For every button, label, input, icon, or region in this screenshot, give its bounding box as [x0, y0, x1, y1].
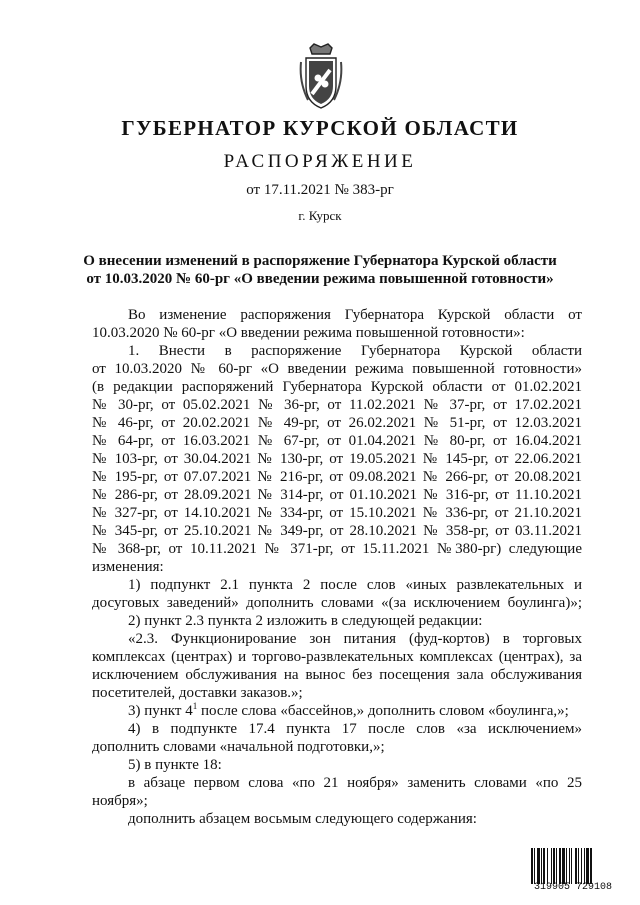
body-line: изменения: [92, 559, 164, 575]
barcode-number: 319905 729108 [533, 882, 612, 893]
item3-before: 3) пункт 4 [128, 703, 193, 719]
body-line: 2) пункт 2.3 пункта 2 изложить в следующей редакции: [128, 613, 483, 629]
body-line: № 368-рг, от 10.11.2021 № 371-рг, от 15.11.2021 №380-рг) следующие [92, 541, 582, 557]
body-line: от 10.03.2020 № 60-рг «О введении режима повышенной готовности» [92, 361, 582, 377]
body-line: № 64-рг, от 16.03.2021 № 67-рг, от 01.04.2021 № 80-рг, от 16.04.2021 [92, 433, 582, 449]
subject-line: от 10.03.2020 № 60-рг «О введении режима повышенной готовности» [86, 271, 554, 287]
body-line: 1) подпункт 2.1 пункта 2 после слов «иных развлекательных и [128, 577, 582, 593]
document-type: РАСПОРЯЖЕНИЕ [223, 151, 417, 172]
body-line: досуговых заведений» дополнить словами «(за исключением боулинга)»; [92, 595, 582, 611]
body-line: комплексах (центрах) и торгово-развлекательных комплексах (центрах), за [92, 649, 582, 665]
body-line: № 286-рг, от 28.09.2021 № 314-рг, от 01.10.2021 № 316-рг, от 11.10.2021 [92, 487, 582, 503]
barcode [531, 848, 611, 884]
body-line: 5) в пункте 18: [128, 757, 222, 773]
body-line: исключением обслуживания на вынос без посещения зала обслуживания [92, 667, 582, 683]
document-subject [0, 252, 640, 288]
item3-superscript: 1 [192, 701, 198, 711]
body-line-item-3 [92, 702, 582, 720]
body-line: в абзаце первом слова «по 21 ноября» заменить словами «по 25 [128, 775, 582, 791]
body-line: ноября»; [92, 793, 148, 809]
body-line: (в редакции распоряжений Губернатора Курской области от 01.02.2021 [92, 379, 582, 395]
coat-of-arms-emblem [298, 42, 344, 112]
body-line: «2.3. Функционирование зон питания (фуд-кортов) в торговых [128, 631, 582, 647]
body-line: 4) в подпункте 17.4 пункта 17 после слов «за исключением» [128, 721, 582, 737]
body-line: Во изменение распоряжения Губернатора Курской области от [128, 307, 582, 323]
body-line: № 195-рг, от 07.07.2021 № 216-рг, от 09.08.2021 № 266-рг, от 20.08.2021 [92, 469, 582, 485]
body-line: № 345-рг, от 25.10.2021 № 349-рг, от 28.10.2021 № 358-рг, от 03.11.2021 [92, 523, 582, 539]
issuer-title: ГУБЕРНАТОР КУРСКОЙ ОБЛАСТИ [121, 116, 519, 140]
body-line: № 46-рг, от 20.02.2021 № 49-рг, от 26.02.2021 № 51-рг, от 12.03.2021 [92, 415, 582, 431]
document-date-number: от 17.11.2021 № 383-рг [246, 182, 394, 198]
item3-after: после слова «бассейнов,» дополнить словом «боулинга,»; [197, 703, 569, 719]
body-line: № 30-рг, от 05.02.2021 № 36-рг, от 11.02.2021 № 37-рг, от 17.02.2021 [92, 397, 582, 413]
body-line: посетителей, доставки заказов.»; [92, 685, 303, 701]
body-line: № 327-рг, от 14.10.2021 № 334-рг, от 15.10.2021 № 336-рг, от 21.10.2021 [92, 505, 582, 521]
body-line: 1. Внести в распоряжение Губернатора Курской области [128, 343, 582, 359]
body-line: 10.03.2020 № 60-рг «О введении режима повышенной готовности»: [92, 325, 525, 341]
subject-line: О внесении изменений в распоряжение Губернатора Курской области [83, 253, 557, 269]
body-line: дополнить словами «начальной подготовки,»; [92, 739, 385, 755]
body-line: дополнить абзацем восьмым следующего содержания: [128, 811, 477, 827]
body-line: № 103-рг, от 30.04.2021 № 130-рг, от 19.05.2021 № 145-рг, от 22.06.2021 [92, 451, 582, 467]
document-city: г. Курск [298, 208, 342, 223]
